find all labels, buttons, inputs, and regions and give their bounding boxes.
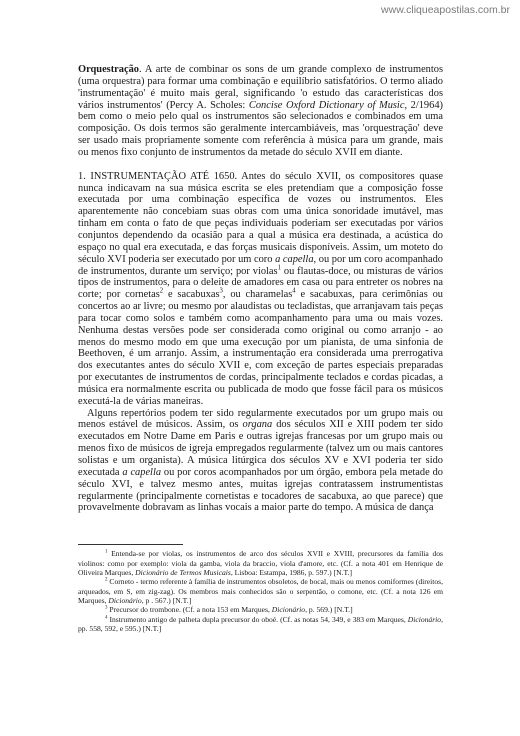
section-text-5: , ou charamelas	[222, 289, 293, 301]
footnote-number: 2	[105, 577, 108, 583]
para2-text-2: dos séculos XII e XIII podem ter sido executados em Notre Dame em Paris e outras igrejas francesas por um grupo mais ou menos fixo de músicos de igreja empregados regularmente (talvez um ou mais cantores solistas e um organista). A música litúrgica dos séculos XV e XVI poderia ter sido executada	[78, 419, 443, 478]
footnote-1	[78, 549, 443, 577]
footnote-text: Entenda-se por violas, os instrumentos de arco dos séculos XVII e XVIII, precursores da família dos violinos: como por exemplo: viola da gamba, viola da braccio, viola d'amore, etc. (Cf. a nota 401 em Henrique de Oliveira Marques,	[78, 549, 443, 577]
intro-text-1: . A arte de combinar os sons de um grande complexo de instrumentos (uma orquestra) para formar uma combinação e equilíbrio satisfatórios. O termo aliado 'instrumentação' é muito mais geral, significando 'o estudo das características dos vários instrumentos' (Percy A. Scholes:	[78, 64, 443, 111]
footnote-title: Dicionário	[271, 605, 306, 615]
footnote-text-end: , Lisboa: Estampa, 1986, p. 597.) [N.T.]	[230, 567, 352, 577]
footnote-number: 3	[105, 605, 108, 611]
section-text-6: e sacabuxas, para cerimônias ou concertos ao ar livre; ou mesmo por alaudistas ou tecladistas, que arranjavam tais peças para tocar como solos e também como acompanhamento para uma ou mais vozes. Nenhuma destas versões pode ser considerada como original ou como arranjo - ao menos do mesmo modo em que uma execução por um pianista, de uma sinfonia de Beethoven, é um arranjo. Assim, a instrumentação era considerada uma prerrogativa dos executantes antes do século XVII e, com exceção de partes especiais preparadas por executantes de instrumentos de cordas, principalmente teclados e cordas picadas, a música era normalmente escrita ou publicada de modo que fosse fácil para os músicos executá-la de várias maneiras.	[78, 289, 443, 407]
footnote-ref-4: 4	[292, 287, 296, 295]
footnote-ref-1: 1	[277, 264, 281, 272]
section-text-3: ou flautas-doce, ou misturas de vários tipos de instrumentos, para o deleite de amadores em casa ou para entreter os nobres na corte; por cornetas	[78, 265, 443, 301]
footnote-number: 1	[105, 549, 108, 555]
section-text-2: , ou por um coro acompanhado de instrumentos, durante um serviço; por violas	[78, 253, 443, 277]
site-watermark: www.cliqueapostilas.com.br	[381, 4, 510, 16]
document-body	[78, 64, 443, 633]
term-organa: organa	[242, 419, 273, 431]
footnote-4	[78, 615, 443, 634]
section-1-paragraph	[78, 171, 443, 408]
term-a-capella-2: a capella	[122, 466, 162, 478]
footnote-2	[78, 577, 443, 605]
para2-text-3: ou por coros acompanhados por um órgão, embora pela metade do século XVI, e talvez mesmo antes, muitas igrejas contratassem instrumentistas regularmente (principalmente cornetistas e tocadores de sacabuxa, ao que parece) que provavelmente dobravam as linhas vocais a maior parte do tempo. A música de dança	[78, 466, 443, 514]
para2-text-1: Alguns repertórios podem ter sido regularmente executados por um grupo mais ou menos estável de músicos. Assim, os	[78, 407, 443, 431]
footnote-text-end: , p . 567.) [N.T.]	[141, 595, 192, 605]
intro-text-2: , 2/1964) bem como o meio pelo qual os instrumentos são selecionados e combinados em uma composição. Os dois termos são geralmente intercambiáveis, mas 'orquestração' deve ser usado mais propriamente somente com referência à música para um grande, mais ou menos fixo conjunto de instrumentos da metade do século XVII em diante.	[78, 99, 443, 158]
footnote-divider	[78, 544, 183, 545]
footnote-ref-2: 2	[159, 287, 164, 295]
term-a-capella: a capella	[275, 253, 314, 265]
footnote-text: Instrumento antigo de palheta dupla precursor do oboé. (Cf. as notas 54, 349, e 383 em Marques,	[107, 614, 408, 624]
footnote-text: Precursor do trombone. (Cf. a nota 153 em Marques,	[107, 605, 272, 615]
paragraph-2	[78, 408, 443, 515]
entry-term: Orquestração	[78, 64, 139, 75]
book-title: Concise Oxford Dictionary of Music	[248, 99, 405, 111]
footnote-3	[78, 605, 443, 614]
footnote-ref-3: 3	[219, 287, 223, 295]
section-text-4: e sacabuxas	[163, 289, 220, 301]
footnote-text: Corneto - termo referente à família de instrumentos obsoletos, de bocal, mais ou menos comiformes (direitos, arqueados, em S, em zig-zag). Os membros mais conhecidos são o serpentão, o comone, etc. (Cf. a nota 126 em Marques,	[78, 577, 443, 605]
intro-paragraph	[78, 64, 443, 159]
footnote-number: 4	[105, 615, 108, 621]
footnote-title: Dicionário	[407, 614, 442, 624]
footnote-title: Dicionário	[108, 595, 142, 605]
section-heading: 1. INSTRUMENTAÇÃO ATÉ 1650.	[78, 170, 238, 182]
footnote-text-end: , pp. 558, 592, e 595.) [N.T.]	[78, 614, 443, 633]
footnote-text-end: , p. 569.) [N.T.]	[305, 605, 353, 615]
section-text-1: Antes do século XVII, os compositores quase nunca indicavam na sua música escrita se eles pretendiam que a composição fosse executada por uma combinação específica de vozes ou instrumentos. Eles aparentemente não concebiam suas obras com uma única sonoridade imutável, mas tinham em conta o fato de que peças individuais poderiam ser executadas por vários conjuntos dependendo da ocasião para a qual a música era destinada, a acústica do espaço no qual era executada, e das forças musicais disponíveis. Assim, um moteto do século XVI poderia ser executado por um coro	[78, 170, 443, 265]
footnote-title: Dicionário de Termos Musicais	[135, 567, 231, 577]
